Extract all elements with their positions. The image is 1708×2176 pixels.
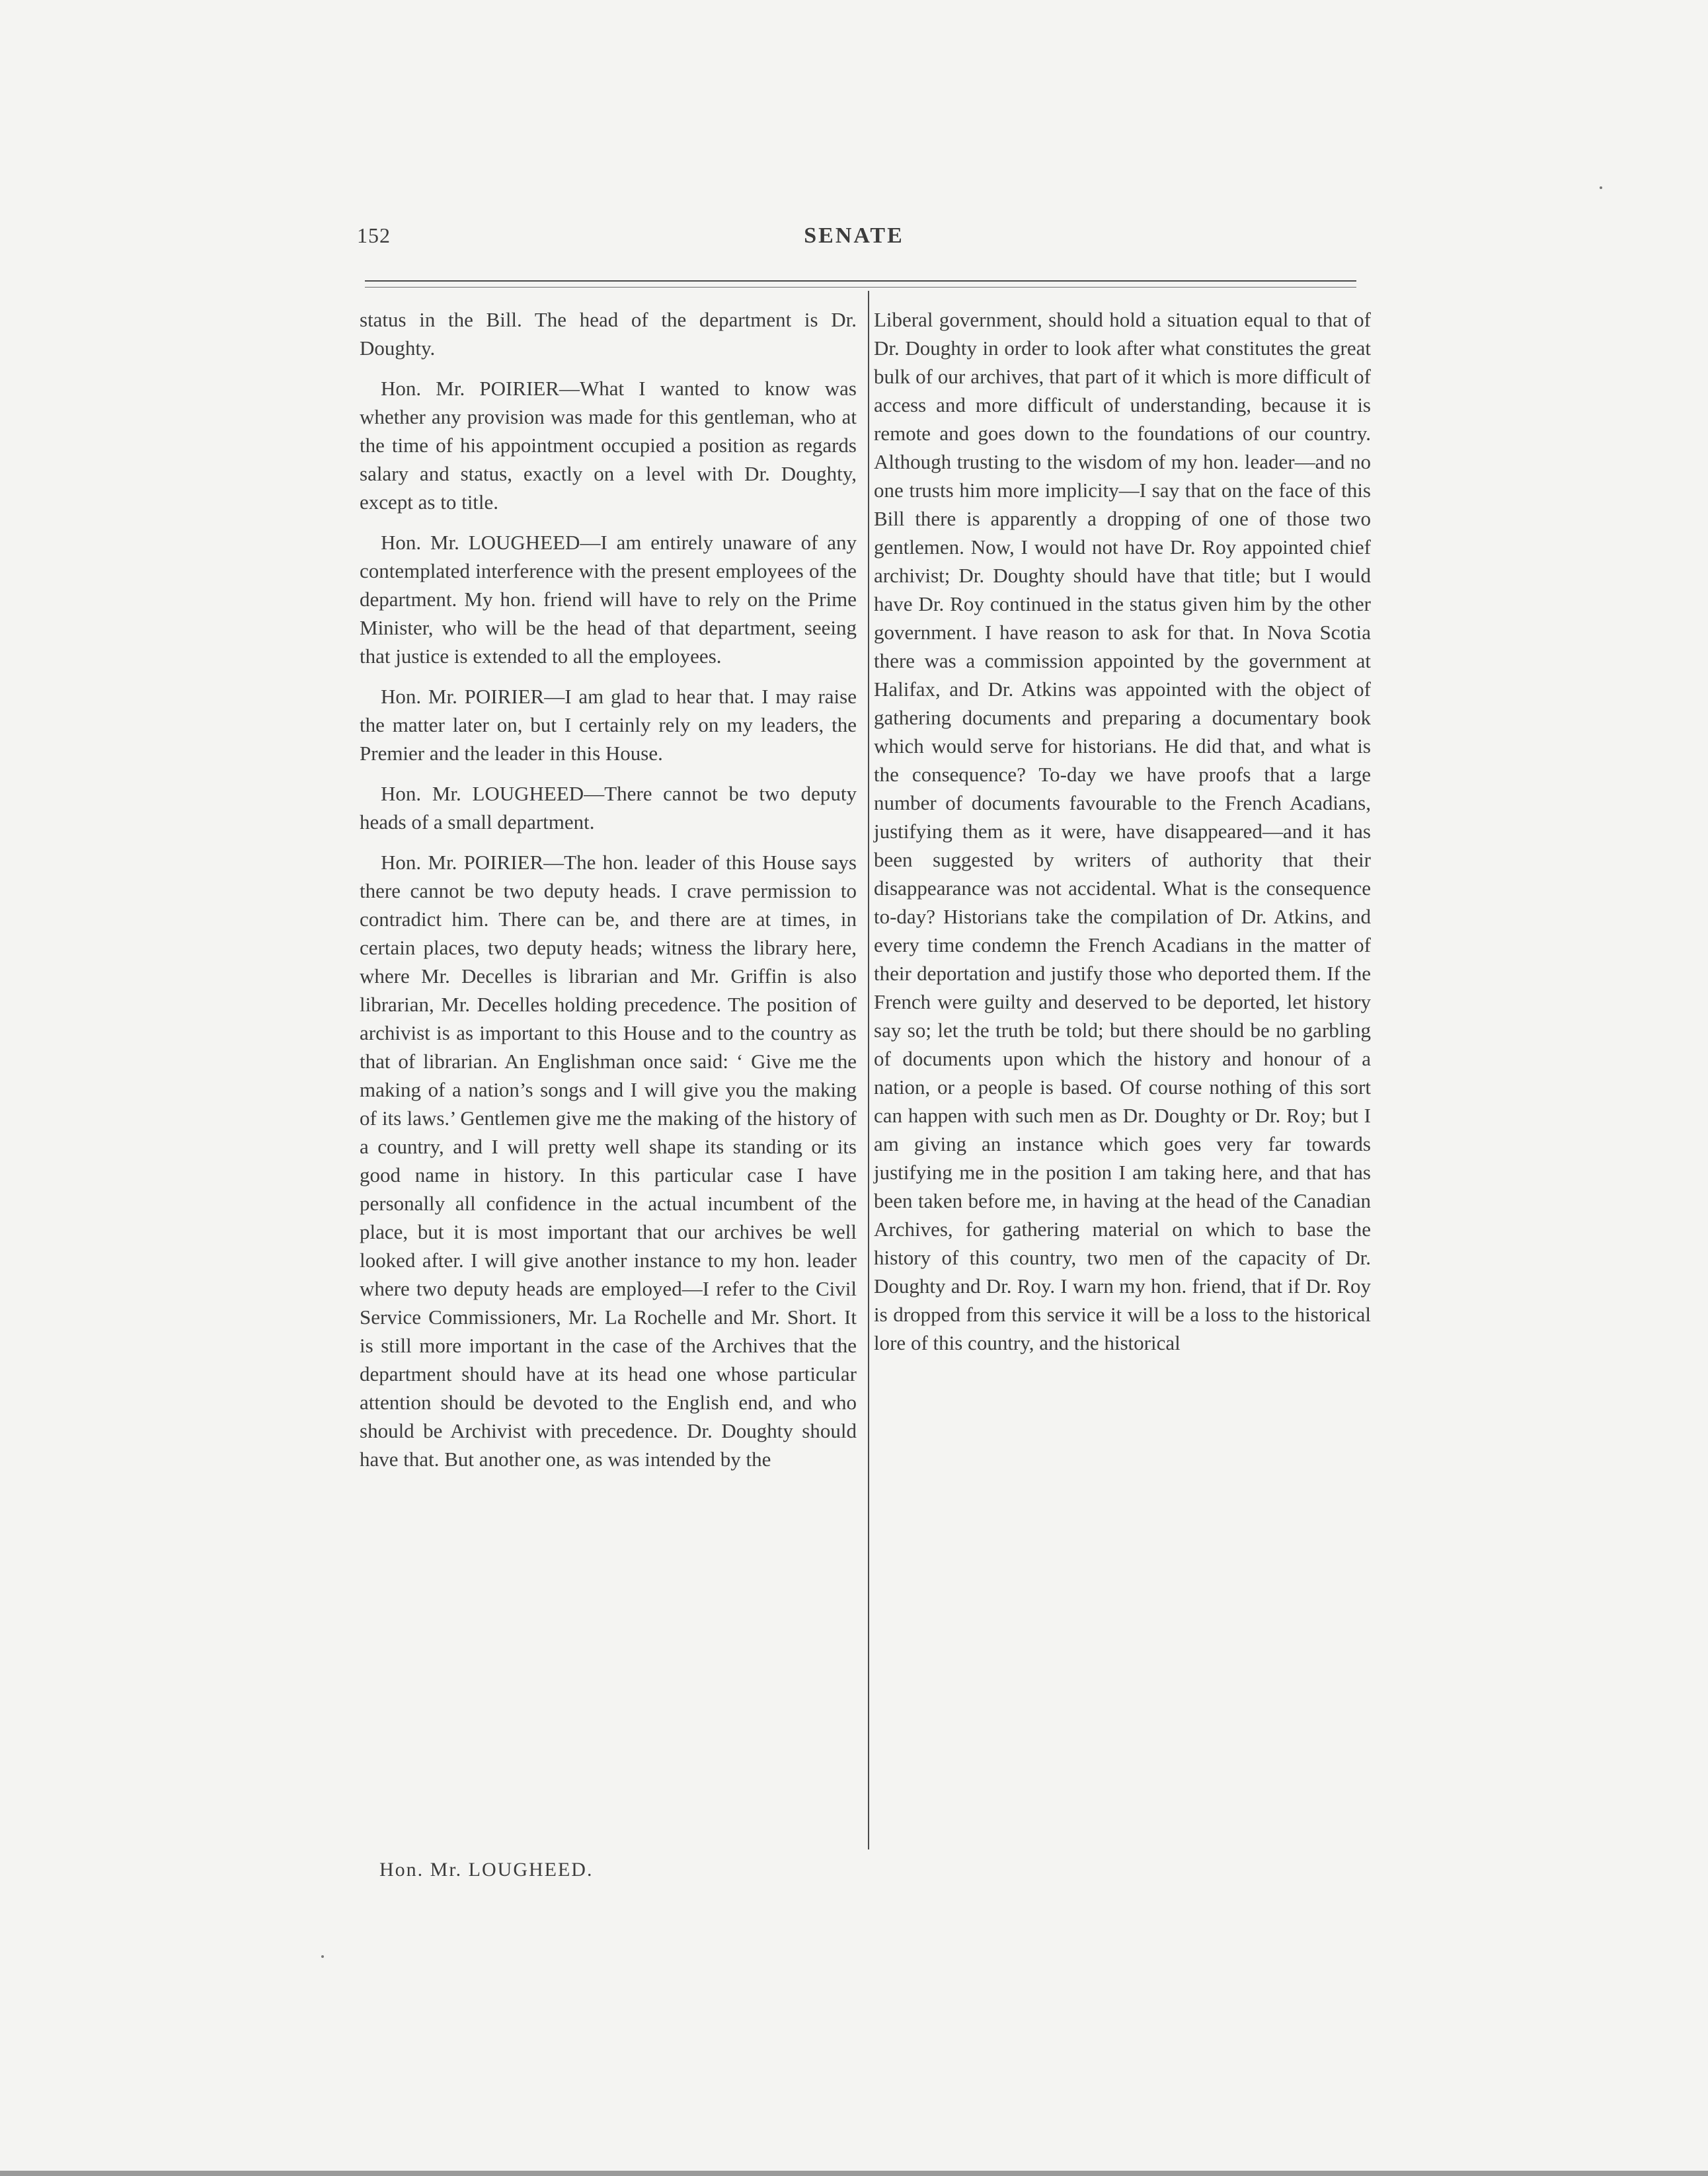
scan-speck <box>321 1955 324 1958</box>
paragraph: Hon. Mr. POIRIER—I am glad to hear that. I may raise the matter later on, but I certainly rely on my leaders, the Premier and the leader in this House. <box>360 685 857 765</box>
paragraph: Hon. Mr. POIRIER—What I wanted to know was whether any provision was made for this gentleman, who at the time of his appointment occupied a position as regards salary and status, exactly on a level with Dr. Doughty, except as to title. <box>360 377 857 514</box>
left-column <box>360 305 857 1485</box>
footer-note: Hon. Mr. LOUGHEED. <box>379 1859 594 1881</box>
page-number: 152 <box>357 223 391 247</box>
scan-speck <box>1600 186 1602 189</box>
right-column <box>874 305 1371 1369</box>
paragraph: Liberal government, should hold a situation equal to that of Dr. Doughty in order to look after what constitutes the great bulk of our archives, that part of it which is more difficult of access and more difficult of understanding, because it is remote and goes down to the foundations of our country. Although trusting to the wisdom of my hon. leader—and no one trusts him more implicity—I say that on the face of this Bill there is apparently a dropping of one of those two gentlemen. Now, I would not have Dr. Roy appointed chief archivist; Dr. Doughty should have that title; but I would have Dr. Roy continued in the status given him by the other government. I have reason to ask for that. In Nova Scotia there was a commission appointed by the government at Halifax, and Dr. Atkins was appointed with the object of gathering documents and preparing a documentary book which would serve for historians. He did that, and what is the consequence? To-day we have proofs that a large number of documents favourable to the French Acadians, justifying them as it were, have disappeared—and it has been suggested by writers of authority that their disappearance was not accidental. What is the consequence to-day? Historians take the compilation of Dr. Atkins, and every time condemn the French Acadians in the matter of their deportation and justify those who deported them. If the French were guilty and deserved to be deported, let history say so; let the truth be told; but there should be no garbling of documents upon which the history and honour of a nation, or a people is based. Of course nothing of this sort can happen with such men as Dr. Doughty or Dr. Roy; but I am giving an instance which goes very far towards justifying me in the position I am taking here, and that has been taken before me, in having at the head of the Canadian Archives, for gathering material on which to base the history of this country, two men of the capacity of Dr. Doughty and Dr. Roy. I warn my hon. friend, that if Dr. Roy is dropped from this service it will be a loss to the historical lore of this country, and the historical <box>874 308 1371 1354</box>
running-head: SENATE <box>804 223 904 248</box>
paragraph: Hon. Mr. LOUGHEED—I am entirely unaware of any contemplated interference with the present employees of the department. My hon. friend will have to rely on the Prime Minister, who will be the head of that department, seeing that justice is extended to all the employees. <box>360 531 857 668</box>
paragraph: Hon. Mr. POIRIER—The hon. leader of this House says there cannot be two deputy heads. I crave permission to contradict him. There can be, and there are at times, in certain places, two deputy heads; witness the library here, where Mr. Decelles is librarian and Mr. Griffin is also librarian, Mr. Decelles holding precedence. The position of archivist is as important to this House and to the country as that of librarian. An Englishman once said: ‘ Give me the making of a nation’s songs and I will give you the making of its laws.’ Gentlemen give me the making of the history of a country, and I will pretty well shape its standing or its good name in history. In this particular case I have personally all confidence in the actual incumbent of the place, but it is most important that our archives be well looked after. I will give another instance to my hon. leader where two deputy heads are employed—I refer to the Civil Service Commissioners, Mr. La Rochelle and Mr. Short. It is still more important in the case of the Archives that the department should have at its head one whose particular attention should be devoted to the English end, and who should be Archivist with precedence. Dr. Doughty should have that. But another one, as was intended by the <box>360 851 857 1471</box>
header-rule <box>365 280 1356 282</box>
scan-edge <box>0 2171 1708 2176</box>
paragraph: status in the Bill. The head of the department is Dr. Doughty. <box>360 308 857 360</box>
header-rule-secondary <box>365 287 1356 288</box>
column-divider <box>868 291 869 1849</box>
paragraph: Hon. Mr. LOUGHEED—There cannot be two deputy heads of a small department. <box>360 782 857 834</box>
